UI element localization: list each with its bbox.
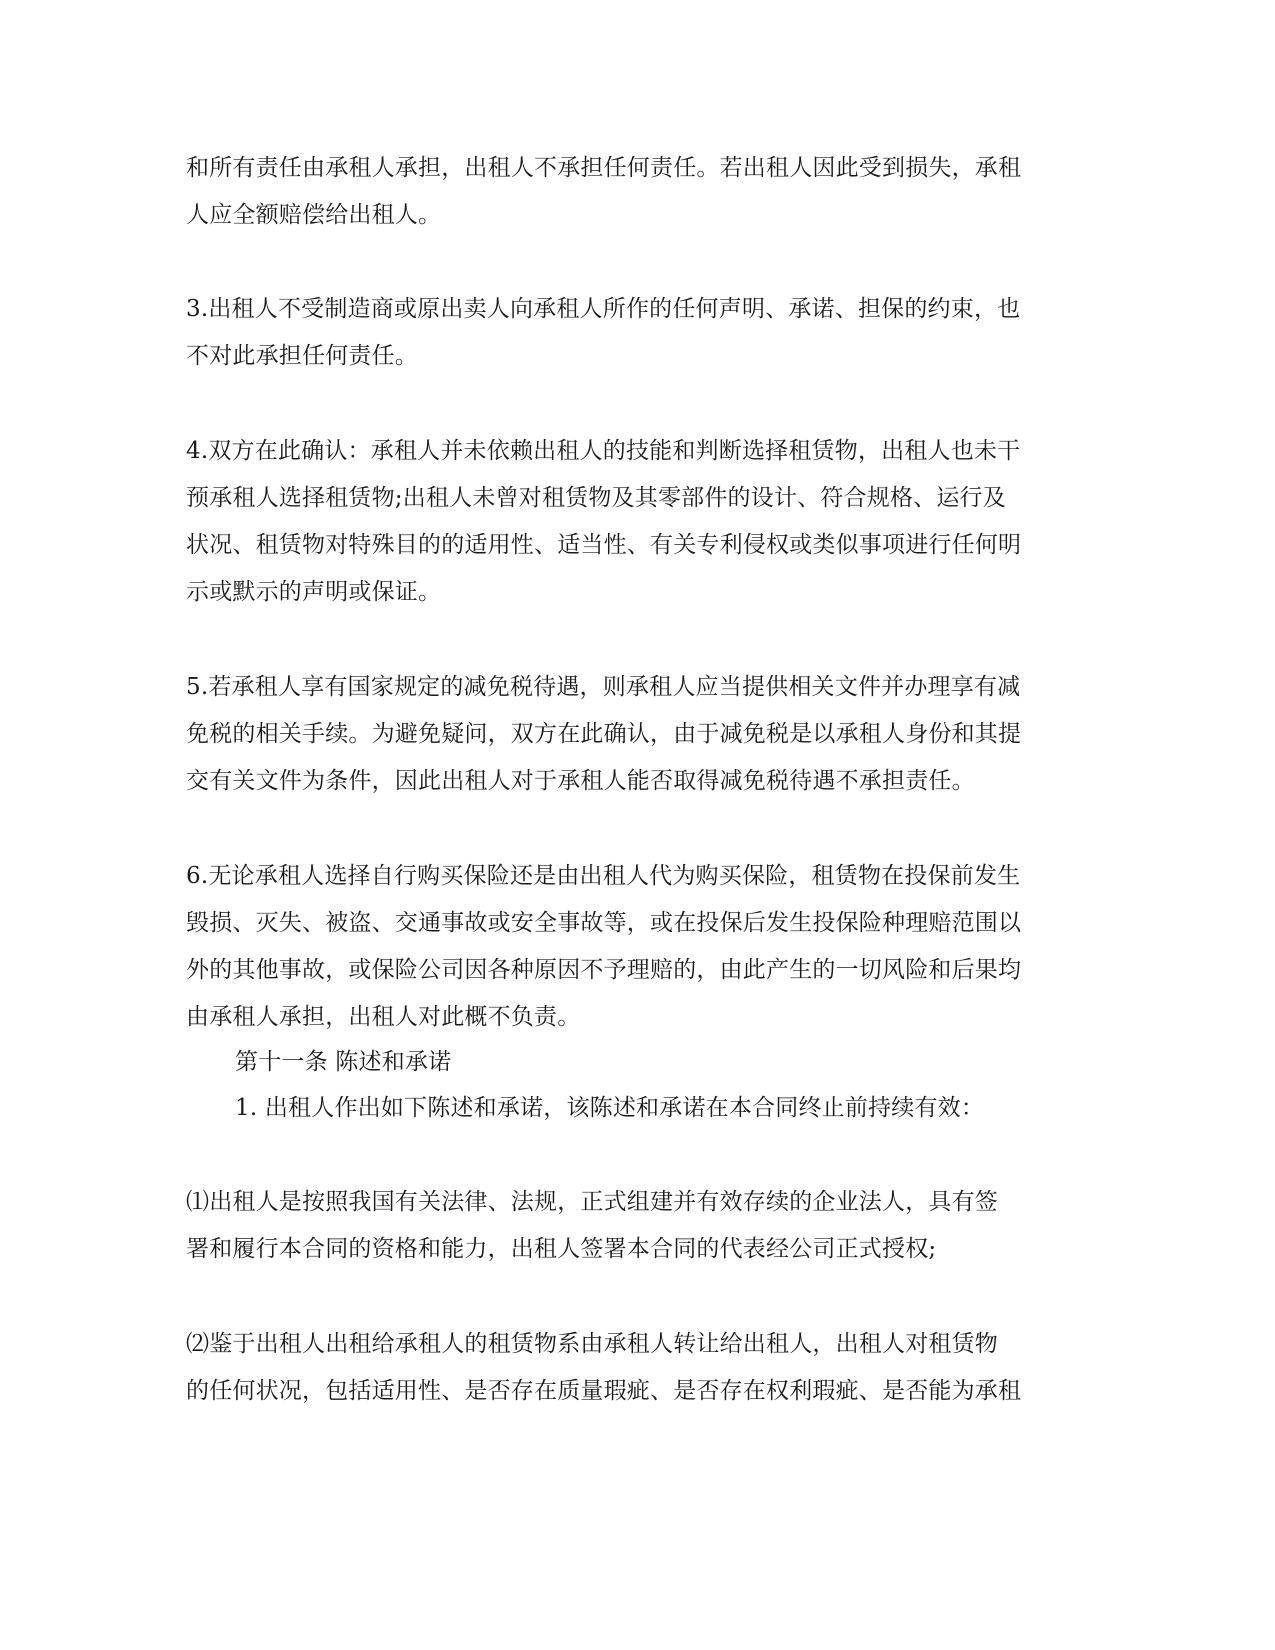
- text-line: 示或默示的声明或保证。: [186, 579, 442, 605]
- article-heading: 第十一条 陈述和承诺: [235, 1049, 452, 1075]
- text-line: 免税的相关手续。为避免疑问，双方在此确认，由于减免税是以承租人身份和其提: [186, 721, 1022, 747]
- text-line: 6.无论承租人选择自行购买保险还是由出租人代为购买保险，租赁物在投保前发生: [186, 863, 1021, 889]
- text-line: 预承租人选择租赁物;出租人未曾对租赁物及其零部件的设计、符合规格、运行及: [186, 485, 1006, 511]
- text-line: 和所有责任由承租人承担，出租人不承担任何责任。若出租人因此受到损失，承租: [186, 155, 1022, 181]
- text-line: 3.出租人不受制造商或原出卖人向承租人所作的任何声明、承诺、担保的约束，也: [186, 296, 1021, 322]
- article-item: 1. 出租人作出如下陈述和承诺，该陈述和承诺在本合同终止前持续有效：: [235, 1095, 985, 1121]
- text-line: 不对此承担任何责任。: [186, 343, 418, 369]
- text-line: 外的其他事故，或保险公司因各种原因不予理赔的，由此产生的一切风险和后果均: [186, 957, 1022, 983]
- text-line: 署和履行本合同的资格和能力，出租人签署本合同的代表经公司正式授权;: [186, 1236, 937, 1262]
- text-line: ⑴出租人是按照我国有关法律、法规，正式组建并有效存续的企业法人，具有签: [186, 1189, 998, 1215]
- text-line: 状况、租赁物对特殊目的的适用性、适当性、有关专利侵权或类似事项进行任何明: [186, 532, 1022, 558]
- text-line: 4.双方在此确认：承租人并未依赖出租人的技能和判断选择租赁物，出租人也未干: [186, 438, 1021, 464]
- text-line: 毁损、灭失、被盗、交通事故或安全事故等，或在投保后发生投保险种理赔范围以: [186, 910, 1022, 936]
- text-line: 人应全额赔偿给出租人。: [186, 202, 442, 228]
- text-line: ⑵鉴于出租人出租给承租人的租赁物系由承租人转让给出租人，出租人对租赁物: [186, 1331, 998, 1357]
- text-line: 由承租人承担，出租人对此概不负责。: [186, 1004, 581, 1030]
- text-line: 交有关文件为条件，因此出租人对于承租人能否取得减免税待遇不承担责任。: [186, 768, 975, 794]
- text-line: 5.若承租人享有国家规定的减免税待遇，则承租人应当提供相关文件并办理享有减: [186, 674, 1021, 700]
- text-line: 的任何状况，包括适用性、是否存在质量瑕疵、是否存在权利瑕疵、是否能为承租: [186, 1378, 1022, 1404]
